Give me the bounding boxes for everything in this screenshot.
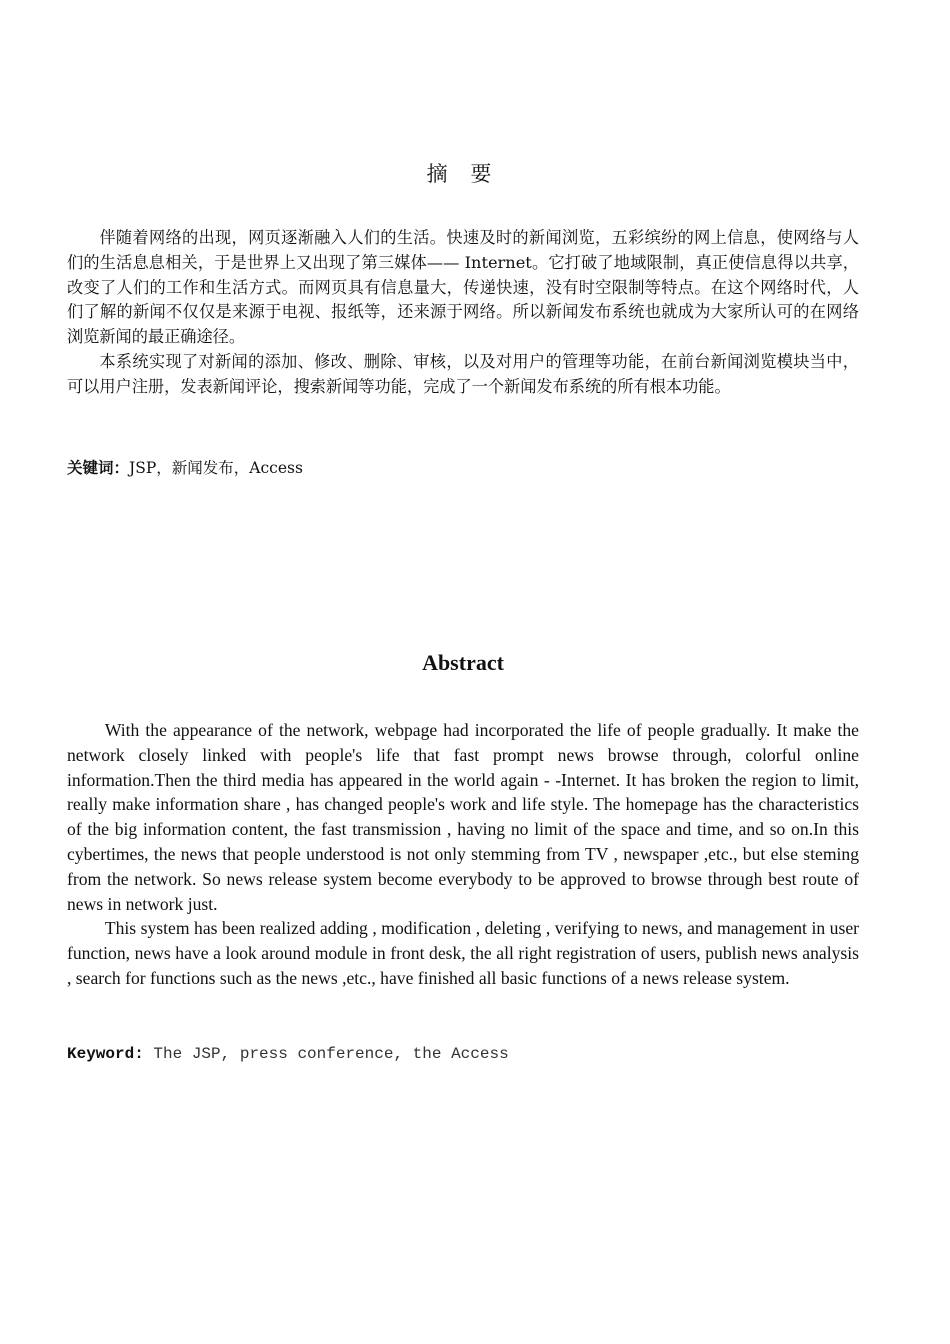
chinese-abstract-paragraph-2: 本系统实现了对新闻的添加、修改、删除、审核，以及对用户的管理等功能，在前台新闻浏览模块当中，可以用户注册，发表新闻评论，搜索新闻等功能，完成了一个新闻发布系统的所有根本功能。 [67, 351, 859, 396]
english-keywords [67, 1042, 859, 1066]
english-keywords-label: Keyword: [67, 1045, 144, 1063]
chinese-keywords-values: JSP，新闻发布，Access [129, 459, 303, 477]
chinese-keywords-label: 关键词： [67, 459, 130, 477]
chinese-abstract-title: 摘 要 [426, 162, 500, 186]
english-abstract-paragraph-1: With the appearance of the network, webpage had incorporated the life of people gradually. It make the network closely linked with people's life that fast prompt news browse through, colorful online information.Then the third media has appeared in the world again - -Internet. It has broken the region to limit, really make information share , has changed people's work and life style. The homepage has the characteristics of the big information content, the fast transmission , having no limit of the space and time, and so on.In this cybertimes, the news that people understood is not only stemming from TV , newspaper ,etc., but else steming from the network. So news release system become everybody to be approved to browse through best route of news in network just. [67, 720, 859, 914]
english-abstract-body [67, 718, 859, 991]
english-abstract-paragraph-2: This system has been realized adding , modification , deleting , verifying to news, and management in user function, news have a look around module in front desk, the all right registration of users, publish news analysis , search for functions such as the news ,etc., have finished all basic functions of a news release system. [67, 918, 859, 988]
chinese-abstract-paragraph-1: 伴随着网络的出现，网页逐渐融入人们的生活。快速及时的新闻浏览，五彩缤纷的网上信息，使网络与人们的生活息息相关，于是世界上又出现了第三媒体—— Internet。它打破了地域限制，真正使信息得以共享，改变了人们的工作和生活方式。而网页具有信息量大，传递快速，没有时空限制等特点。在这个网络时代，人们了解的新闻不仅仅是来源于电视、报纸等，还来源于网络。所以新闻发布系统也就成为大家所认可的在网络浏览新闻的最正确途径。 [67, 228, 859, 347]
english-abstract-title: Abstract [422, 650, 504, 675]
english-keywords-values: The JSP, press conference, the Access [153, 1045, 509, 1063]
chinese-abstract-body [67, 226, 859, 400]
chinese-keywords [67, 456, 859, 480]
